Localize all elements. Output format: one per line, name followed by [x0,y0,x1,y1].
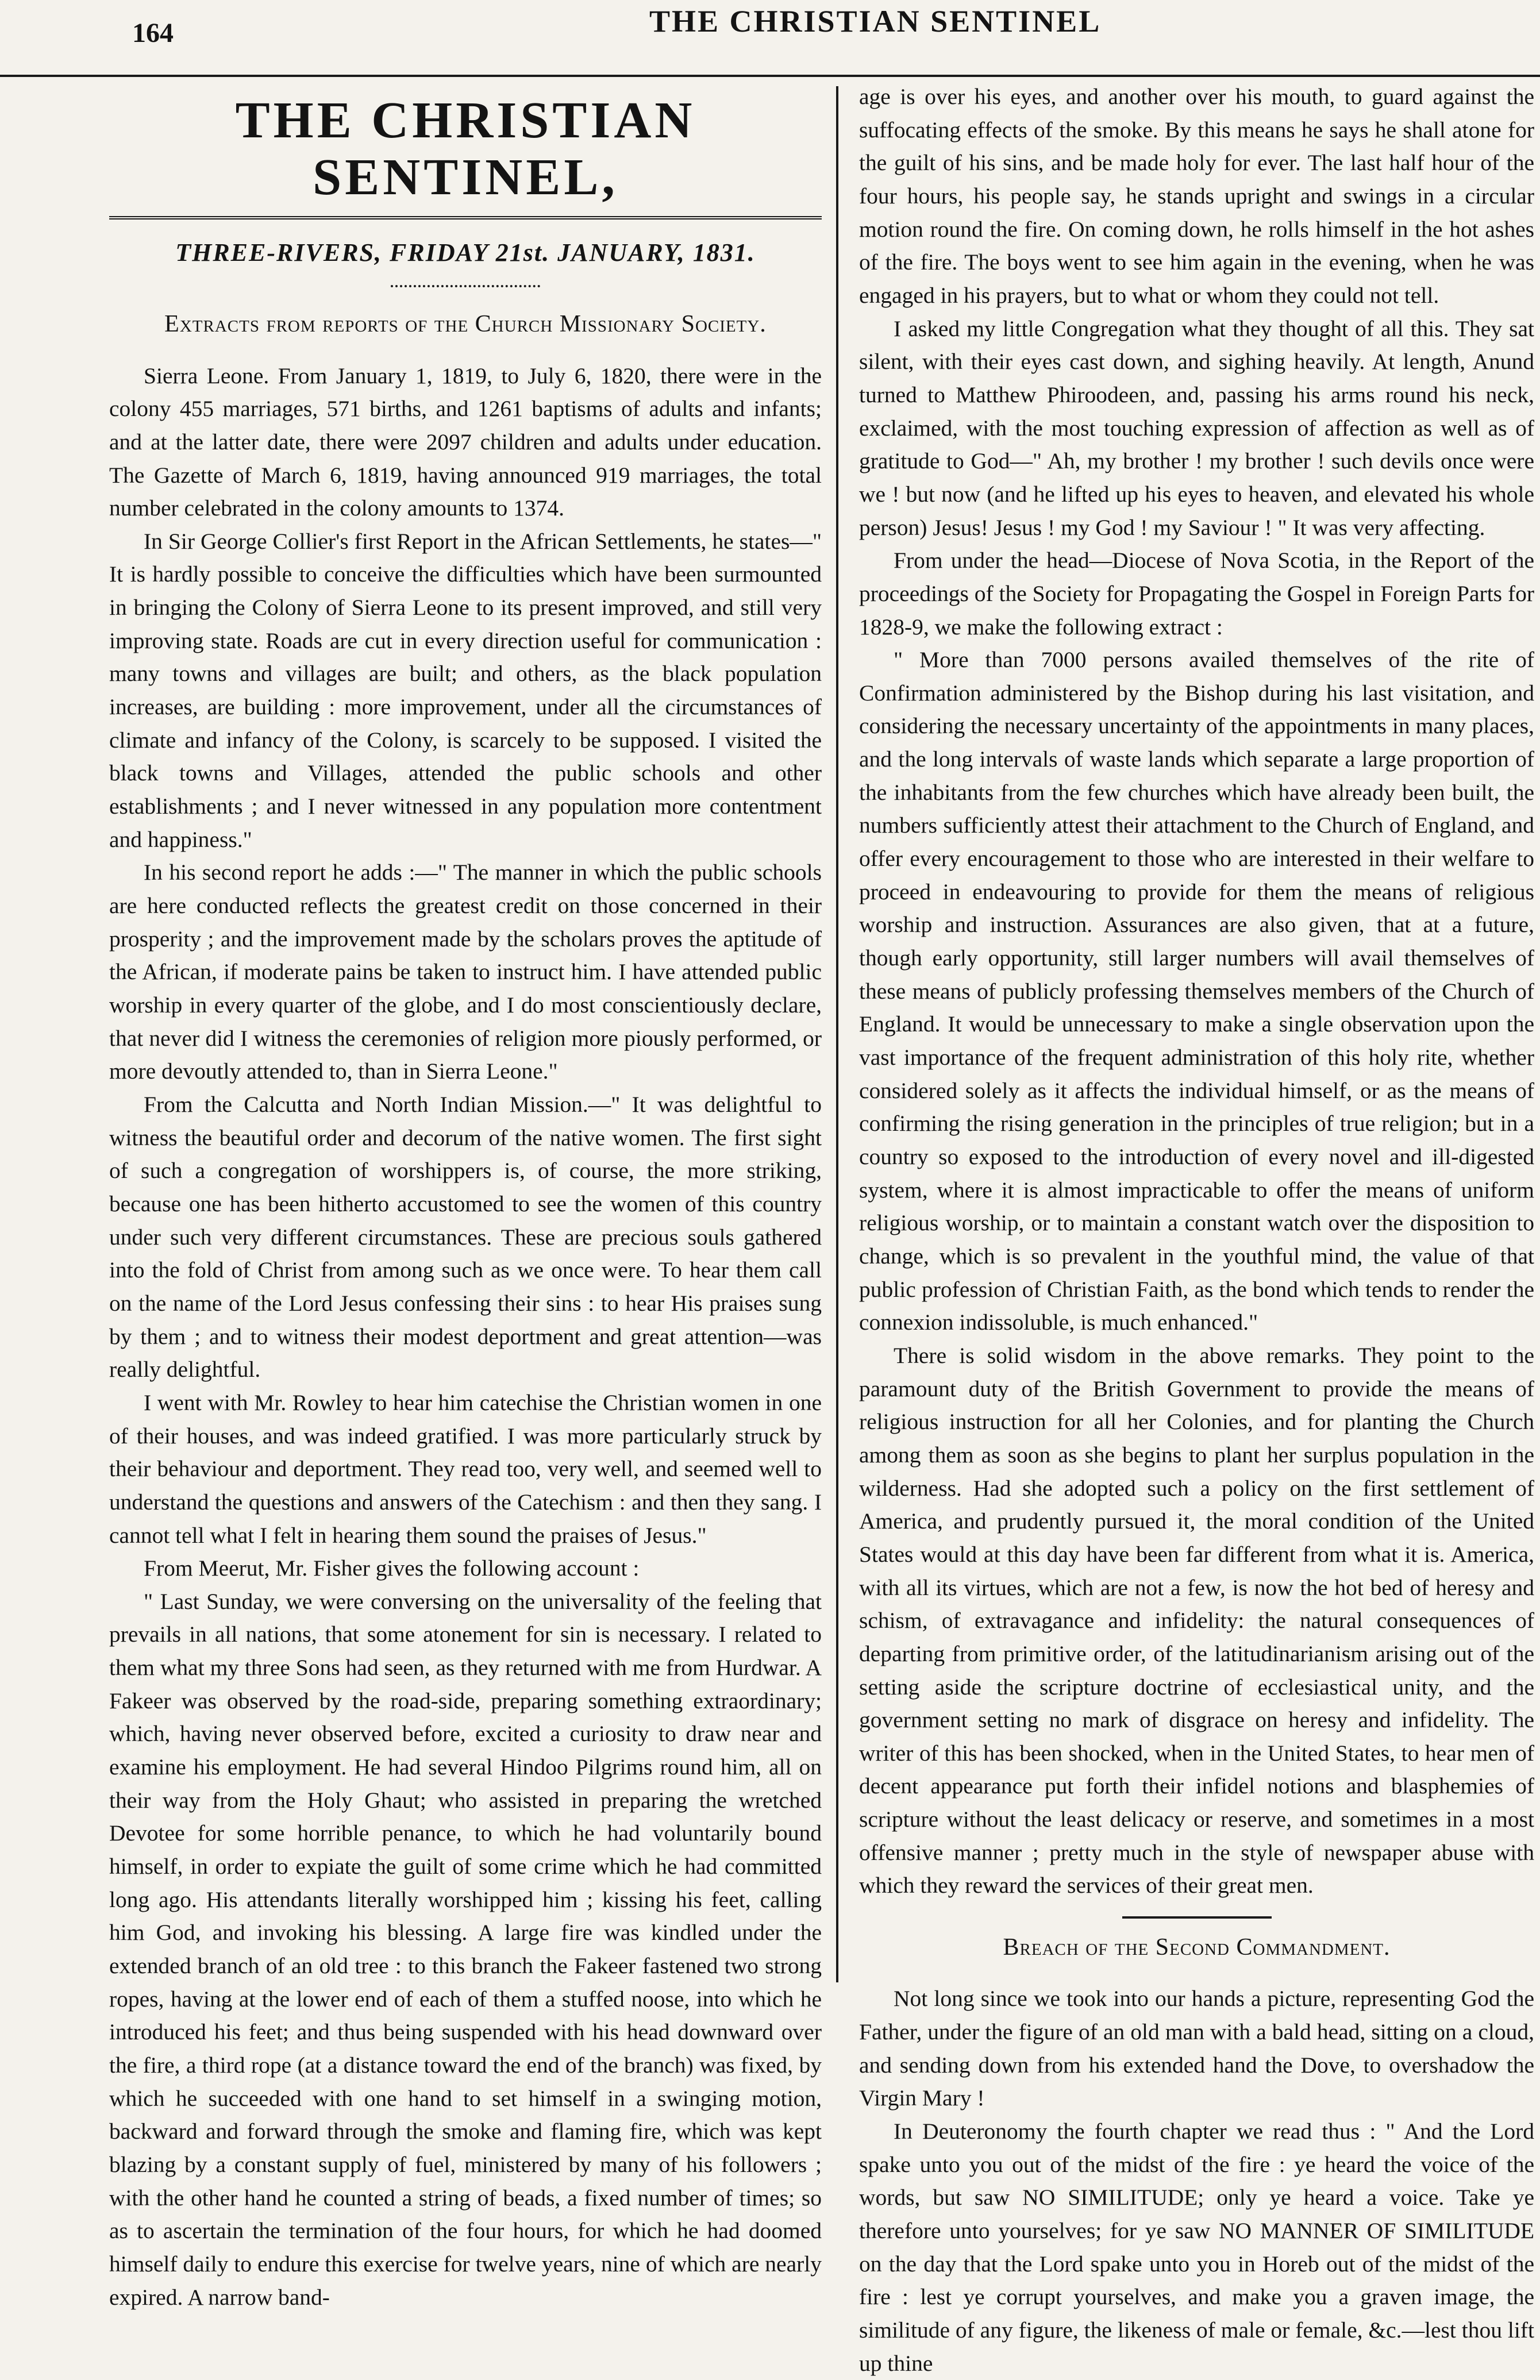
paragraph: " More than 7000 persons availed themselves of the rite of Confirmation administered by the Bishop during his last visitation, and considering the necessary uncertainty of the appointments in many places, and the long intervals of waste lands which separate a large proportion of the inhabitants from the few churches which have already been built, the numbers sufficiently attest their attachment to the Church of England, and offer every encouragement to those who are interested in their welfare to proceed in endeavouring to provide for them the means of religious worship and instruction. Assurances are also given, that at a future, though early opportunity, still larger numbers will avail themselves of these means of publicly professing themselves members of the Church of England. It would be unnecessary to make a single observation upon the vast importance of the frequent administration of this holy rite, whether considered solely as it affects the individual himself, or as the means of confirming the rising generation in the principles of true religion; but in a country so exposed to the introduction of every novel and ill-digested system, where it is almost impracticable to offer the means of uniform religious worship, or to maintain a constant watch over the disposition to change, which is so prevalent in the youthful mind, the value of that public profession of Christian Faith, as the bond which tends to render the connexion indissoluble, is much enhanced." [859,647,1534,1335]
paragraph: I asked my little Congregation what they thought of all this. They sat silent, with their eyes cast down, and sighing heavily. At length, Anund turned to Matthew Phiroodeen, and, passing his arms round his neck, exclaimed, with the most touching expression of affection as well as of gratitude to God—" Ah, my brother ! my brother ! such devils once were we ! but now (and he lifted up his eyes to heaven, and elevated his whole person) Jesus! Jesus ! my God ! my Saviour ! " It was very affecting. [859,315,1534,540]
paragraph: age is over his eyes, and another over his mouth, to guard against the suffocating effects of the smoke. By this means he says he shall atone for the guilt of his sins, and be made holy for ever. The last half hour of the four hours, his people say, he stands upright and swings in a circular motion round the fire. On coming down, he rolls himself in the hot ashes of the fire. The boys went to see him again in the evening, when he was engaged in his prayers, but to what or whom they could not tell. [859,84,1534,308]
paragraph: " Last Sunday, we were conversing on the universality of the feeling that prevails in all nations, that some atonement for sin is necessary. I related to them what my three Sons had seen, as they returned with me from Hurdwar. A Fakeer was observed by the road-side, preparing something extraordinary; which, having never observed before, excited a curiosity to draw near and examine his employment. He had several Hindoo Pilgrims round him, all on their way from the Holy Ghaut; who assisted in preparing the wretched Devotee for some horrible penance, to which he had voluntarily bound himself, in order to expiate the guilt of some crime which he had committed long ago. His attendants literally worshipped him ; kissing his feet, calling him God, and invoking his blessing. A large fire was kindled under the extended branch of an old tree : to this branch the Fakeer fastened two strong ropes, having at the lower end of each of them a stuffed noose, into which he introduced his feet; and thus being suspended with his head downward over the fire, a third rope (at a distance toward the end of the branch) was fixed, by which he succeeded with one hand to set himself in a swinging motion, backward and forward through the smoke and flaming fire, which was kept blazing by a constant supply of fuel, ministered by many of his followers ; with the other hand he counted a string of beads, a fixed number of times; so as to ascertain the termination of the four hours, for which he had doomed himself daily to endure this exercise for twelve years, nine of which are nearly expired. A narrow band- [109,1588,822,2310]
paragraph: In Sir George Collier's first Report in the African Settlements, he states—" It is hardly possible to conceive the difficulties which have been surmounted in bringing the Colony of Sierra Leone to its present improved, and still very improving state. Roads are cut in every direction useful for communication : many towns and villages are built; and others, as the black population increases, are building : more improvement, under all the circumstances of climate and infancy of the Colony, is scarcely to be supposed. I visited the black towns and Villages, attended the public schools and other establishments ; and I never witnessed in any population more contentment and happiness." [109,528,822,852]
section-rule [1122,1916,1272,1919]
left-column [109,86,822,2310]
masthead: THE CHRISTIAN SENTINEL, [109,92,822,219]
section-heading-extracts: Extracts from reports of the Church Missionary Society. [164,311,767,338]
paragraph: I went with Mr. Rowley to hear him catechise the Christian women in one of their houses, and was indeed gratified. I was more particularly struck by their behaviour and deportment. They read too, very well, and seemed well to understand the questions and answers of the Catechism : and then they sang. I cannot tell what I felt in hearing them sound the praises of Jesus." [109,1389,822,1548]
right-column [859,80,1534,2376]
running-header [0,0,1540,77]
paragraph: Sierra Leone. From January 1, 1819, to July 6, 1820, there were in the colony 455 marriages, 571 births, and 1261 baptisms of adults and infants; and at the latter date, there were 2097 children and adults under education. The Gazette of March 6, 1819, having announced 919 marriages, the total number celebrated in the colony amounts to 1374. [109,363,822,521]
section-heading-second-commandment: Breach of the Second Commandment. [1003,1934,1391,1961]
column-divider [836,86,838,1982]
paragraph: From the Calcutta and North Indian Mission.—" It was delightful to witness the beautiful order and decorum of the native women. The first sight of such a congregation of worshippers is, of course, the more striking, because one has been hitherto accustomed to see the women of this country under such very different circumstances. These are precious souls gathered into the fold of Christ from among such as we once were. To hear them call on the name of the Lord Jesus confessing their sins : to hear His praises sung by them ; and to witness their modest deportment and great attention—was really delightful. [109,1091,822,1382]
running-title: THE CHRISTIAN SENTINEL [649,4,1102,38]
paragraph: In his second report he adds :—" The manner in which the public schools are here conducted reflects the greatest credit on those concerned in their prosperity ; and the improvement made by the scholars proves the aptitude of the African, if moderate pains be taken to instruct him. I have attended public worship in every quarter of the globe, and I do most conscientiously declare, that never did I witness the ceremonies of religion more piously performed, or more devoutly attended to, than in Sierra Leone." [109,860,822,1084]
paragraph: There is solid wisdom in the above remarks. They point to the paramount duty of the British Government to provide the means of religious instruction for all her Colonies, and for planting the Church among them as soon as she begins to plant her surplus population in the wilderness. Had she adopted such a policy on the first settlement of America, and prudently pursued it, the moral condition of the United States would at this day have been far different from what it is. America, with all its virtues, which are not a few, is now the hot bed of heresy and schism, of extravagance and infidelity: the natural consequences of departing from primitive order, of the latitudinarianism arising out of the setting aside the scripture doctrine of ecclesiastical unity, and the government setting no mark of disgrace on heresy and infidelity. The writer of this has been shocked, when in the United States, to hear men of decent appearance put forth their infidel notions and blasphemies of scripture without the least delicacy or reserve, and sometimes in a most offensive manner ; pretty much in the style of newspaper abuse with which they reward the services of their great men. [859,1342,1534,1898]
page-number: 164 [132,18,174,48]
paragraph: Not long since we took into our hands a picture, representing God the Father, under the figure of an old man with a bald head, sitting on a cloud, and sending down from his extended hand the Dove, to overshadow the Virgin Mary ! [859,1986,1534,2111]
paragraph: In Deuteronomy the fourth chapter we read thus : " And the Lord spake unto you out of the midst of the fire : ye heard the voice of the words, but saw NO SIMILITUDE; only ye heard a voice. Take ye therefore unto yourselves; for ye saw NO MANNER OF SIMILITUDE on the day that the Lord spake unto you in Horeb out of the midst of the fire : lest ye corrupt yourselves, and make you a graven image, the similitude of any figure, the likeness of male or female, &c.—lest thou lift up thine [859,2119,1534,2376]
ornamental-rule [391,277,540,287]
dateline: THREE-RIVERS, FRIDAY 21st. JANUARY, 1831. [175,238,756,267]
paragraph: From Meerut, Mr. Fisher gives the following account : [144,1555,640,1581]
paragraph: From under the head—Diocese of Nova Scotia, in the Report of the proceedings of the Society for Propagating the Gospel in Foreign Parts for 1828-9, we make the following extract : [859,548,1534,640]
